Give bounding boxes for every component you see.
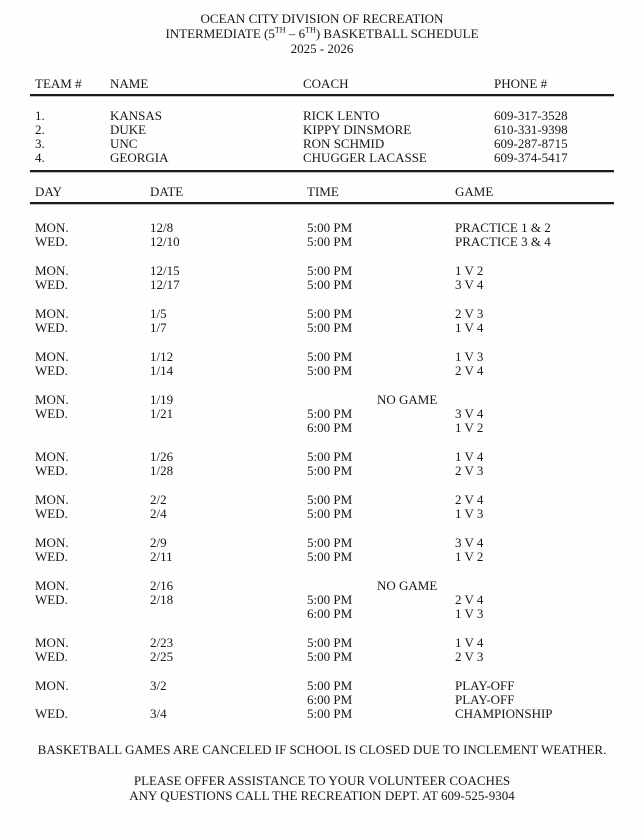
date-cell: 12/10 — [150, 234, 180, 249]
title-line-2-prefix: INTERMEDIATE (5 — [165, 26, 275, 41]
time-cell: 5:00 PM — [307, 492, 353, 507]
time-cell: 5:00 PM — [307, 320, 353, 335]
game-cell: 2 V 4 — [455, 592, 484, 607]
date-cell: 2/18 — [150, 592, 174, 607]
schedule-week-group — [0, 307, 644, 335]
schedule-header-day: DAY — [35, 184, 62, 199]
title-superscript-th-1: TH — [274, 25, 286, 35]
schedule-row — [0, 450, 644, 464]
team-coach-cell: RICK LENTO — [303, 108, 380, 123]
schedule-row-second-game — [0, 421, 644, 435]
schedule-row-second-game — [0, 693, 644, 707]
day-cell: WED. — [35, 592, 68, 607]
schedule-week-group — [0, 393, 644, 435]
team-row — [0, 123, 644, 137]
time-cell: 5:00 PM — [307, 220, 353, 235]
time-cell: 5:00 PM — [307, 449, 353, 464]
game-cell: 1 V 2 — [455, 263, 484, 278]
game-cell: PRACTICE 1 & 2 — [455, 220, 551, 235]
day-cell: WED. — [35, 706, 68, 721]
document-title-block — [0, 0, 644, 56]
schedule-header-date: DATE — [150, 184, 184, 199]
schedule-row-second-game — [0, 607, 644, 621]
schedule-row — [0, 407, 644, 421]
title-superscript-th-2: TH — [305, 25, 316, 35]
schedule-row — [0, 264, 644, 278]
game-cell: 1 V 2 — [455, 420, 484, 435]
day-cell: MON. — [35, 263, 69, 278]
time-cell: 5:00 PM — [307, 277, 353, 292]
date-cell: 1/21 — [150, 406, 174, 421]
day-cell: WED. — [35, 506, 68, 521]
game-cell: 1 V 3 — [455, 349, 484, 364]
title-line-3-season: 2025 - 2026 — [290, 41, 354, 56]
team-name-cell: UNC — [110, 136, 138, 151]
schedule-row — [0, 221, 644, 235]
date-cell: 1/26 — [150, 449, 174, 464]
day-cell: WED. — [35, 234, 68, 249]
schedule-row — [0, 493, 644, 507]
team-number-cell: 4. — [35, 150, 45, 165]
day-cell: WED. — [35, 363, 68, 378]
date-cell: 1/12 — [150, 349, 174, 364]
time-cell: 5:00 PM — [307, 535, 353, 550]
schedule-row — [0, 321, 644, 335]
game-cell: PLAY-OFF — [455, 692, 515, 707]
date-cell: 2/11 — [150, 549, 173, 564]
teams-header-phone: PHONE # — [494, 76, 548, 91]
time-cell: 5:00 PM — [307, 678, 353, 693]
date-cell: 2/23 — [150, 635, 174, 650]
game-cell: 3 V 4 — [455, 406, 484, 421]
game-cell: 1 V 2 — [455, 549, 484, 564]
date-cell: 2/9 — [150, 535, 167, 550]
game-cell: 2 V 3 — [455, 649, 484, 664]
questions-phone-notice: ANY QUESTIONS CALL THE RECREATION DEPT. AT 609-525-9304 — [129, 788, 515, 803]
game-cell: 1 V 4 — [455, 320, 484, 335]
game-cell: 1 V 3 — [455, 606, 484, 621]
schedule-row-no-game — [0, 393, 644, 407]
date-cell: 2/2 — [150, 492, 167, 507]
game-cell: 2 V 4 — [455, 363, 484, 378]
schedule-row — [0, 536, 644, 550]
teams-header-team-number: TEAM # — [35, 76, 82, 91]
game-cell: 3 V 4 — [455, 535, 484, 550]
game-cell: 1 V 4 — [455, 449, 484, 464]
date-cell: 2/4 — [150, 506, 167, 521]
title-line-2 — [0, 26, 644, 41]
day-cell: MON. — [35, 449, 69, 464]
team-name-cell: KANSAS — [110, 108, 163, 123]
title-line-1: OCEAN CITY DIVISION OF RECREATION — [200, 11, 444, 26]
date-cell: 1/7 — [150, 320, 167, 335]
no-game-label: NO GAME — [377, 578, 438, 593]
team-coach-cell: RON SCHMID — [303, 136, 385, 151]
day-cell: WED. — [35, 320, 68, 335]
divider-line — [30, 202, 614, 205]
game-cell: 2 V 3 — [455, 306, 484, 321]
team-number-cell: 2. — [35, 122, 45, 137]
date-cell: 1/5 — [150, 306, 167, 321]
day-cell: MON. — [35, 306, 69, 321]
team-phone-cell: 610-331-9398 — [494, 122, 568, 137]
no-game-label: NO GAME — [377, 392, 438, 407]
schedule-table-body — [0, 221, 644, 721]
title-line-2-suffix: ) BASKETBALL SCHEDULE — [315, 26, 479, 41]
schedule-row — [0, 350, 644, 364]
schedule-week-group — [0, 450, 644, 478]
date-cell: 1/14 — [150, 363, 174, 378]
team-name-cell: GEORGIA — [110, 150, 169, 165]
team-row — [0, 137, 644, 151]
day-cell: MON. — [35, 349, 69, 364]
schedule-header-time: TIME — [307, 184, 339, 199]
time-cell: 5:00 PM — [307, 363, 353, 378]
team-name-cell: DUKE — [110, 122, 147, 137]
game-cell: 2 V 4 — [455, 492, 484, 507]
time-cell: 6:00 PM — [307, 692, 353, 707]
day-cell: MON. — [35, 678, 69, 693]
schedule-row — [0, 679, 644, 693]
time-cell: 5:00 PM — [307, 234, 353, 249]
date-cell: 2/25 — [150, 649, 174, 664]
day-cell: MON. — [35, 220, 69, 235]
day-cell: WED. — [35, 549, 68, 564]
day-cell: WED. — [35, 277, 68, 292]
schedule-header-row — [0, 185, 644, 199]
schedule-row — [0, 707, 644, 721]
schedule-week-group — [0, 221, 644, 249]
date-cell: 1/19 — [150, 392, 174, 407]
team-phone-cell: 609-287-8715 — [494, 136, 568, 151]
schedule-header-game: GAME — [455, 184, 494, 199]
team-phone-cell: 609-374-5417 — [494, 150, 568, 165]
schedule-row — [0, 235, 644, 249]
time-cell: 5:00 PM — [307, 349, 353, 364]
time-cell: 5:00 PM — [307, 635, 353, 650]
team-row — [0, 109, 644, 123]
day-cell: MON. — [35, 392, 69, 407]
day-cell: WED. — [35, 463, 68, 478]
day-cell: MON. — [35, 635, 69, 650]
schedule-row — [0, 636, 644, 650]
schedule-row — [0, 464, 644, 478]
divider-line — [30, 170, 614, 173]
game-cell: 1 V 3 — [455, 506, 484, 521]
game-cell: CHAMPIONSHIP — [455, 706, 553, 721]
day-cell: WED. — [35, 406, 68, 421]
time-cell: 5:00 PM — [307, 549, 353, 564]
team-coach-cell: KIPPY DINSMORE — [303, 122, 412, 137]
schedule-row — [0, 650, 644, 664]
game-cell: 3 V 4 — [455, 277, 484, 292]
team-number-cell: 3. — [35, 136, 45, 151]
schedule-week-group — [0, 350, 644, 378]
day-cell: MON. — [35, 578, 69, 593]
date-cell: 12/15 — [150, 263, 180, 278]
title-line-2-middle: – 6 — [285, 26, 306, 41]
team-coach-cell: CHUGGER LACASSE — [303, 150, 427, 165]
schedule-row — [0, 364, 644, 378]
schedule-row-no-game — [0, 579, 644, 593]
volunteer-coaches-notice: PLEASE OFFER ASSISTANCE TO YOUR VOLUNTEER COACHES — [133, 773, 511, 788]
day-cell: WED. — [35, 649, 68, 664]
time-cell: 5:00 PM — [307, 306, 353, 321]
schedule-row — [0, 307, 644, 321]
team-phone-cell: 609-317-3528 — [494, 108, 568, 123]
teams-header-coach: COACH — [303, 76, 349, 91]
schedule-week-group — [0, 579, 644, 621]
date-cell: 12/17 — [150, 277, 180, 292]
schedule-week-group-playoffs — [0, 679, 644, 721]
schedule-week-group — [0, 636, 644, 664]
teams-header-name: NAME — [110, 76, 149, 91]
teams-header-row — [0, 77, 644, 91]
day-cell: MON. — [35, 535, 69, 550]
schedule-week-group — [0, 264, 644, 292]
time-cell: 5:00 PM — [307, 706, 353, 721]
game-cell: 2 V 3 — [455, 463, 484, 478]
team-row — [0, 151, 644, 165]
game-cell: 1 V 4 — [455, 635, 484, 650]
time-cell: 5:00 PM — [307, 592, 353, 607]
time-cell: 5:00 PM — [307, 463, 353, 478]
time-cell: 5:00 PM — [307, 506, 353, 521]
date-cell: 3/2 — [150, 678, 167, 693]
schedule-row — [0, 278, 644, 292]
game-cell: PLAY-OFF — [455, 678, 515, 693]
date-cell: 12/8 — [150, 220, 174, 235]
time-cell: 5:00 PM — [307, 649, 353, 664]
date-cell: 2/16 — [150, 578, 174, 593]
date-cell: 3/4 — [150, 706, 167, 721]
schedule-week-group — [0, 536, 644, 564]
time-cell: 5:00 PM — [307, 263, 353, 278]
divider-line — [30, 94, 614, 97]
time-cell: 6:00 PM — [307, 420, 353, 435]
footer-notices — [0, 742, 644, 803]
schedule-row — [0, 507, 644, 521]
game-cell: PRACTICE 3 & 4 — [455, 234, 551, 249]
schedule-week-group — [0, 493, 644, 521]
team-number-cell: 1. — [35, 108, 45, 123]
schedule-row — [0, 550, 644, 564]
time-cell: 5:00 PM — [307, 406, 353, 421]
day-cell: MON. — [35, 492, 69, 507]
teams-table-body — [0, 109, 644, 165]
weather-cancellation-notice: BASKETBALL GAMES ARE CANCELED IF SCHOOL IS CLOSED DUE TO INCLEMENT WEATHER. — [37, 742, 607, 757]
date-cell: 1/28 — [150, 463, 174, 478]
time-cell: 6:00 PM — [307, 606, 353, 621]
schedule-row — [0, 593, 644, 607]
